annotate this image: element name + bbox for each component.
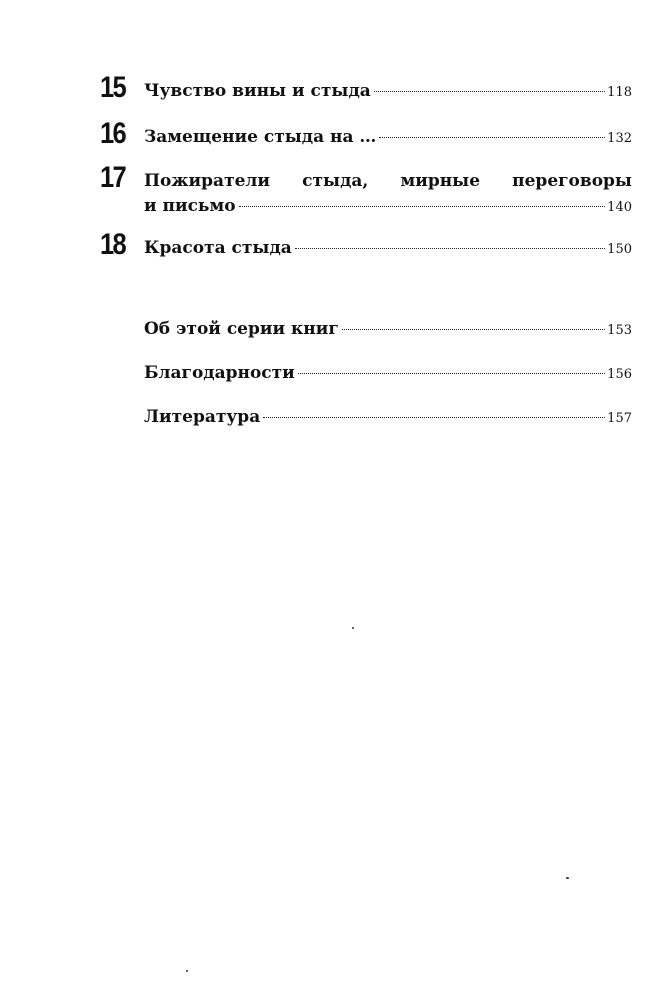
dot-leader bbox=[342, 329, 605, 330]
page-number: 118 bbox=[607, 85, 632, 100]
toc-entry-line bbox=[144, 362, 632, 386]
chapter-title: Чувство вины и стыда bbox=[144, 81, 371, 101]
toc-entry-line bbox=[144, 195, 632, 219]
chapter-title-line1 bbox=[144, 170, 632, 192]
section-title: Литература bbox=[144, 407, 261, 427]
chapter-title: Красота стыда bbox=[144, 238, 292, 258]
page-number: 140 bbox=[607, 200, 632, 215]
scan-speck bbox=[186, 970, 188, 972]
page-number: 153 bbox=[607, 323, 632, 338]
page-number: 156 bbox=[607, 367, 632, 382]
section-title: Благодарности bbox=[144, 363, 295, 383]
title-word: переговоры bbox=[512, 171, 632, 191]
chapter-number: 15 bbox=[100, 71, 125, 104]
chapter-number: 18 bbox=[100, 228, 125, 261]
scan-speck bbox=[352, 627, 354, 629]
toc-entry-line bbox=[144, 126, 632, 150]
page-number: 157 bbox=[607, 411, 632, 426]
title-word: стыда, bbox=[302, 171, 369, 191]
dot-leader bbox=[374, 91, 605, 92]
section-title: Об этой серии книг bbox=[144, 319, 339, 339]
page-number: 150 bbox=[607, 242, 632, 257]
toc-entry-line bbox=[144, 406, 632, 430]
toc-entry-line bbox=[144, 237, 632, 261]
chapter-title: Замещение стыда на … bbox=[144, 127, 377, 147]
toc-entry-line bbox=[144, 318, 632, 342]
dot-leader bbox=[379, 137, 605, 138]
toc-entry-line bbox=[144, 80, 632, 104]
chapter-title-line2: и письмо bbox=[144, 196, 236, 216]
dot-leader bbox=[263, 417, 605, 418]
scan-speck bbox=[566, 877, 569, 879]
dot-leader bbox=[239, 206, 606, 207]
title-word: мирные bbox=[400, 171, 481, 191]
page-number: 132 bbox=[607, 131, 632, 146]
dot-leader bbox=[298, 373, 605, 374]
title-word: Пожиратели bbox=[144, 171, 271, 191]
dot-leader bbox=[295, 248, 605, 249]
chapter-number: 16 bbox=[100, 117, 125, 150]
chapter-number: 17 bbox=[100, 161, 125, 194]
